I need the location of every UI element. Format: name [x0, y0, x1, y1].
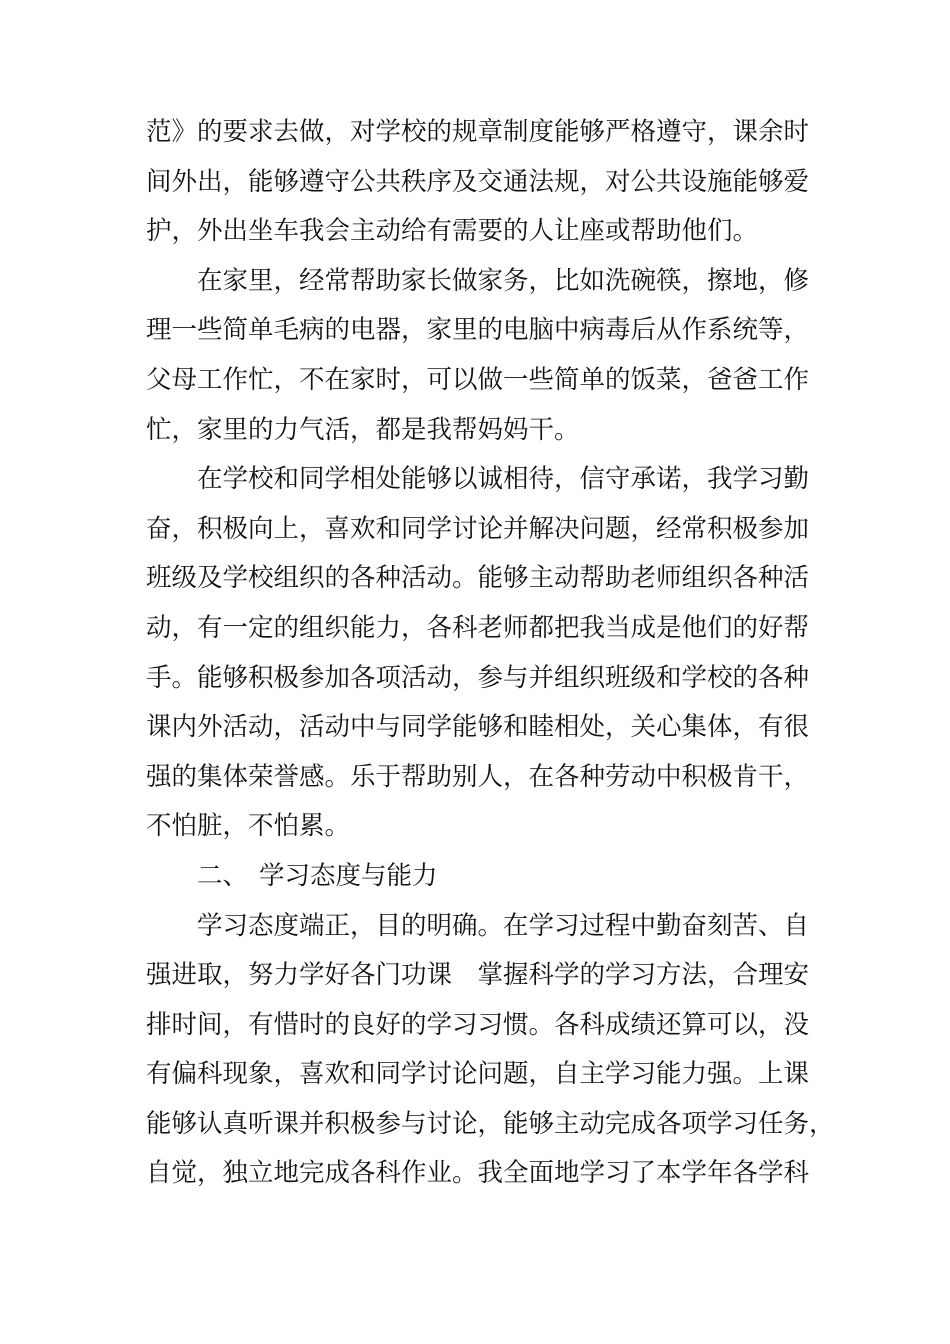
paragraph-2: [146, 257, 826, 455]
text-line: 自觉，独立地完成各科作业。我全面地学习了本学年各学科: [146, 1158, 810, 1189]
text-line: 排时间，有惜时的良好的学习习惯。各科成绩还算可以，没: [146, 1009, 810, 1040]
text-line: 学习态度端正，目的明确。在学习过程中勤奋刻苦、自: [197, 910, 810, 941]
text-line: 有偏科现象，喜欢和同学讨论问题，自主学习能力强。上课: [146, 1059, 810, 1090]
text-line: 能够认真听课并积极参与讨论，能够主动完成各项学习任务，: [146, 1108, 835, 1139]
text-line: 护，外出坐车我会主动给有需要的人让座或帮助他们。: [146, 216, 759, 247]
text-line: 在学校和同学相处能够以诚相待，信守承诺，我学习勤: [197, 464, 810, 495]
paragraph-3: [146, 455, 826, 852]
text-line: 动，有一定的组织能力，各科老师都把我当成是他们的好帮: [146, 612, 810, 643]
text-line: 课内外活动，活动中与同学能够和睦相处，关心集体，有很: [146, 712, 810, 743]
text-line: 强的集体荣誉感。乐于帮助别人，在各种劳动中积极肯干，: [146, 761, 810, 792]
document-page: [146, 108, 835, 1199]
text-line: 父母工作忙，不在家时，可以做一些简单的饭菜，爸爸工作: [146, 364, 810, 395]
paragraph-1: [146, 108, 826, 257]
text-line: 手。能够积极参加各项活动，参与并组织班级和学校的各种: [146, 662, 810, 693]
text-line: 奋，积极向上，喜欢和同学讨论并解决问题，经常积极参加: [146, 513, 810, 544]
section-title: 学习态度与能力: [259, 860, 438, 891]
section-heading: [146, 852, 826, 902]
text-line: 强进取，努力学好各门功课 掌握科学的学习方法，合理安: [146, 960, 810, 991]
text-line: 理一些简单毛病的电器，家里的电脑中病毒后从作系统等，: [146, 315, 810, 346]
text-line: 在家里，经常帮助家长做家务，比如洗碗筷，擦地，修: [197, 265, 810, 296]
text-line: 忙，家里的力气活，都是我帮妈妈干。: [146, 414, 580, 445]
text-line: 间外出，能够遵守公共秩序及交通法规，对公共设施能够爱: [146, 166, 810, 197]
text-line: 不怕脏，不怕累。: [146, 811, 351, 842]
text-line: 班级及学校组织的各种活动。能够主动帮助老师组织各种活: [146, 563, 810, 594]
paragraph-4: [146, 902, 835, 1200]
text-line: 范》的要求去做，对学校的规章制度能够严格遵守，课余时: [146, 117, 810, 147]
section-number: 二、: [197, 860, 249, 891]
